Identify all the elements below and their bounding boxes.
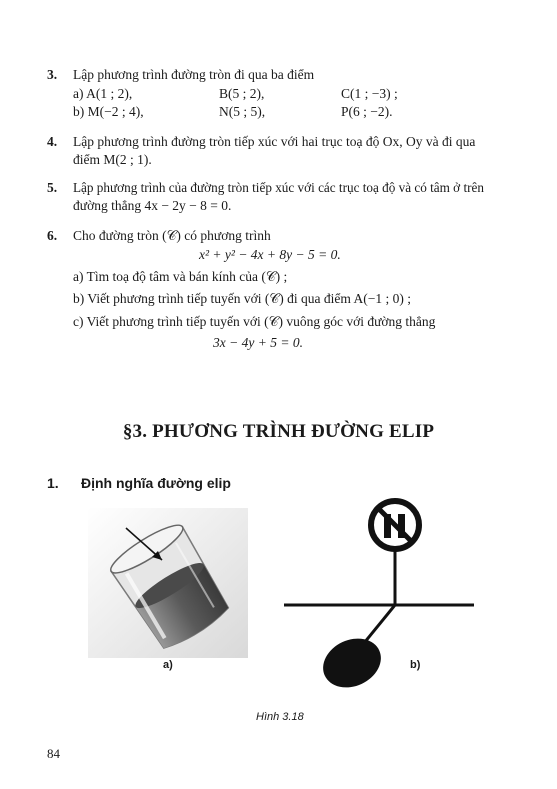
exercise-6a: a) Tìm toạ độ tâm và bán kính của (𝒞) ; (73, 269, 288, 284)
exercise-3b-point-p: P(6 ; −2). (341, 104, 393, 119)
exercise-4-number: 4. (47, 134, 58, 149)
no-parking-sign-diagram (280, 488, 480, 708)
exercise-5-line-2: đường thẳng 4x − 2y − 8 = 0. (73, 198, 232, 213)
tilted-glass-image (88, 508, 248, 658)
exercise-5-line-1: Lập phương trình của đường tròn tiếp xúc với các trục toạ độ và có tâm ở trên (73, 180, 484, 195)
page-number: 84 (47, 746, 60, 761)
exercise-6b: b) Viết phương trình tiếp tuyến với (𝒞) đi qua điểm A(−1 ; 0) ; (73, 291, 411, 306)
exercise-3a-point-b: B(5 ; 2), (219, 86, 265, 101)
exercise-3b-point-m: b) M(−2 ; 4), (73, 104, 144, 119)
exercise-6-intro: Cho đường tròn (𝒞) có phương trình (73, 228, 271, 243)
exercise-6-number: 6. (47, 228, 58, 243)
exercise-3-text: Lập phương trình đường tròn đi qua ba điểm (73, 67, 315, 82)
exercise-6c-line-equation: 3x − 4y + 5 = 0. (213, 335, 303, 350)
exercise-3-number: 3. (47, 67, 58, 82)
figure-caption: Hình 3.18 (256, 711, 304, 723)
subsection-number: 1. (47, 475, 59, 491)
section-title: §3. PHƯƠNG TRÌNH ĐƯỜNG ELIP (122, 421, 435, 442)
exercise-3b-point-n: N(5 ; 5), (219, 104, 266, 119)
subsection-title: Định nghĩa đường elip (81, 475, 231, 491)
exercise-3a-point-a: a) A(1 ; 2), (73, 86, 133, 101)
exercise-3a-point-c: C(1 ; −3) ; (341, 86, 398, 101)
exercise-4-line-1: Lập phương trình đường tròn tiếp xúc với hai trục toạ độ Ox, Oy và đi qua (73, 134, 476, 149)
figure-label-b: b) (410, 659, 421, 671)
exercise-4-line-2: điểm M(2 ; 1). (73, 152, 152, 167)
exercise-5-number: 5. (47, 180, 58, 195)
exercise-6-circle-equation: x² + y² − 4x + 8y − 5 = 0. (199, 247, 341, 262)
figure-label-a: a) (163, 659, 173, 671)
exercise-6c: c) Viết phương trình tiếp tuyến với (𝒞) vuông góc với đường thẳng (73, 314, 436, 329)
